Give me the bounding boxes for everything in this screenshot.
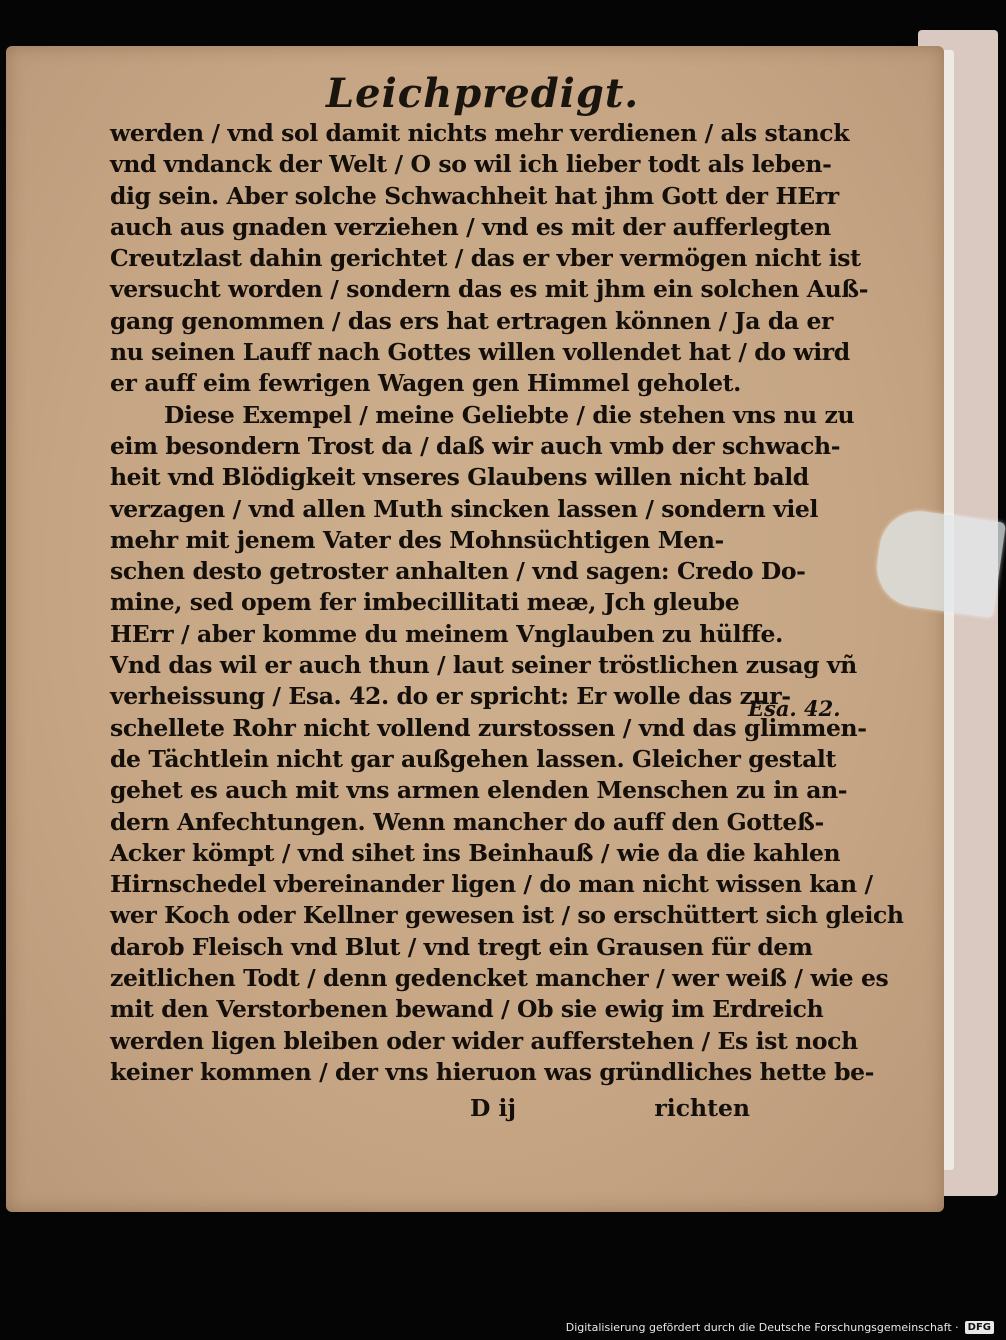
body-text xyxy=(110,118,904,1088)
text-line: verzagen / vnd allen Muth sincken lassen / sondern viel xyxy=(110,494,818,523)
text-line: schellete Rohr nicht vollend zurstossen / vnd das glimmen- xyxy=(110,713,867,742)
text-line: werden ligen bleiben oder wider aufferstehen / Es ist noch xyxy=(110,1026,858,1055)
text-line: vnd vndanck der Welt / O so wil ich lieber todt als leben- xyxy=(110,150,832,179)
text-line: wer Koch oder Kellner gewesen ist / so erschüttert sich gleich xyxy=(110,901,904,930)
text-line: auch aus gnaden verziehen / vnd es mit der aufferlegten xyxy=(110,212,831,241)
paragraph-start-line: Diese Exempel / meine Geliebte / die stehen vns nu zu xyxy=(164,400,855,429)
digitization-credit xyxy=(566,1318,994,1336)
text-line: Hirnschedel vbereinander ligen / do man nicht wissen kan / xyxy=(110,870,873,899)
text-line: keiner kommen / der vns hieruon was gründliches hette be- xyxy=(110,1057,875,1086)
text-line: Vnd das wil er auch thun / laut seiner tröstlichen zusag vñ xyxy=(110,651,857,680)
text-line: darob Fleisch vnd Blut / vnd tregt ein Grausen für dem xyxy=(110,932,813,961)
text-line: mit den Verstorbenen bewand / Ob sie ewig im Erdreich xyxy=(110,995,824,1024)
page-footer xyxy=(110,1094,750,1128)
text-line: dig sein. Aber solche Schwachheit hat jhm Gott der HErr xyxy=(110,181,839,210)
text-line: werden / vnd sol damit nichts mehr verdienen / als stanck xyxy=(110,119,850,147)
text-line: gang genommen / das ers hat ertragen können / Ja da er xyxy=(110,306,834,335)
margin-note: Esa. 42. xyxy=(748,696,841,721)
text-line: schen desto getroster anhalten / vnd sagen: Credo Do- xyxy=(110,557,806,586)
dfg-logo: DFG xyxy=(965,1321,994,1334)
text-line: HErr / aber komme du meinem Vnglauben zu hülffe. xyxy=(110,619,783,648)
text-line: mine, sed opem fer imbecillitati meæ, Jch gleube xyxy=(110,588,740,617)
running-head: Leichpredigt. xyxy=(326,70,640,117)
signature-mark: D ij xyxy=(470,1094,516,1122)
catchword: richten xyxy=(654,1094,750,1122)
text-line: mehr mit jenem Vater des Mohnsüchtigen Men- xyxy=(110,525,724,554)
text-line: de Tächtlein nicht gar außgehen lassen. Gleicher gestalt xyxy=(110,744,836,773)
text-line: verheissung / Esa. 42. do er spricht: Er wolle das zur- xyxy=(110,682,791,711)
text-line: Creutzlast dahin gerichtet / das er vber vermögen nicht ist xyxy=(110,244,861,273)
text-line: heit vnd Blödigkeit vnseres Glaubens willen nicht bald xyxy=(110,463,809,492)
text-line: dern Anfechtungen. Wenn mancher do auff den Gotteß- xyxy=(110,807,824,836)
text-line: Acker kömpt / vnd sihet ins Beinhauß / wie da die kahlen xyxy=(110,838,841,867)
credit-text: Digitalisierung gefördert durch die Deutsche Forschungsgemeinschaft · xyxy=(565,1320,959,1334)
text-line: zeitlichen Todt / denn gedencket mancher / wer weiß / wie es xyxy=(110,964,889,993)
text-line: gehet es auch mit vns armen elenden Menschen zu in an- xyxy=(110,776,848,805)
text-line: eim besondern Trost da / daß wir auch vmb der schwach- xyxy=(110,431,841,460)
text-line: nu seinen Lauff nach Gottes willen vollendet hat / do wird xyxy=(110,338,850,367)
text-line: er auff eim fewrigen Wagen gen Himmel geholet. xyxy=(110,369,741,398)
text-line: versucht worden / sondern das es mit jhm ein solchen Auß- xyxy=(110,275,869,304)
